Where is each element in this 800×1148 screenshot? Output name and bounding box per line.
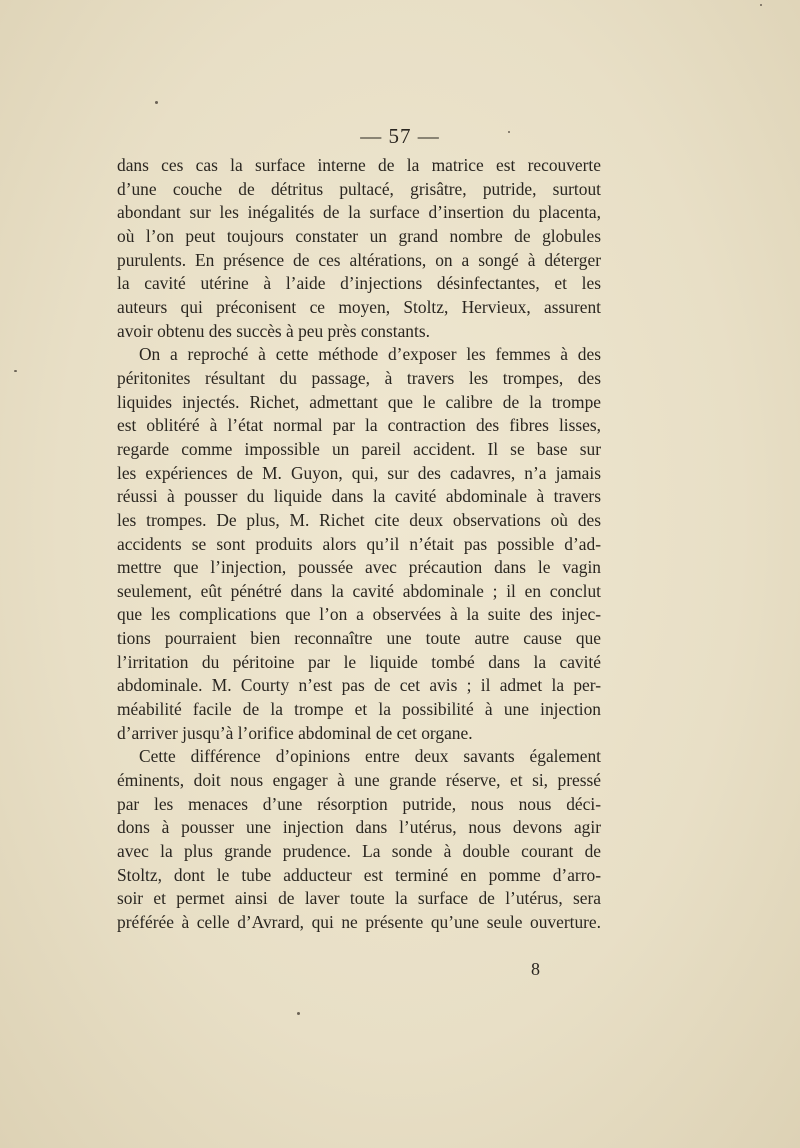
ink-speck bbox=[297, 1012, 300, 1015]
text-line: accidents se sont produits alors qu’il n’était pas possible d’ad- bbox=[117, 533, 601, 554]
text-line: dans ces cas la surface interne de la matrice est recouverte bbox=[117, 155, 601, 175]
text-line: préférée à celle d’Avrard, qui ne présente qu’une seule ouverture. bbox=[117, 912, 601, 932]
ink-speck bbox=[14, 370, 17, 372]
text-line: avec la plus grande prudence. La sonde à double courant de bbox=[117, 841, 601, 862]
text-line: dons à pousser une injection dans l’utérus, nous devons agir bbox=[117, 817, 601, 838]
body-text bbox=[117, 154, 601, 935]
text-line: liquides injectés. Richet, admettant que le calibre de la trompe bbox=[117, 391, 601, 412]
text-line: est oblitéré à l’état normal par la contraction des fibres lisses, bbox=[117, 415, 601, 436]
text-line: d’arriver jusqu’à l’orifice abdominal de cet organe. bbox=[117, 722, 473, 743]
text-line: par les menaces d’une résorption putride, nous nous déci- bbox=[117, 793, 601, 814]
text-line: purulents. En présence de ces altérations, on a songé à déterger bbox=[117, 249, 601, 270]
text-line: abondant sur les inégalités de la surface d’insertion du placenta, bbox=[117, 202, 601, 223]
text-line: On a reproché à cette méthode d’exposer les femmes à des bbox=[139, 344, 601, 365]
text-line: abdominale. M. Courty n’est pas de cet avis ; il admet la per- bbox=[117, 675, 601, 696]
text-line: péritonites résultant du passage, à travers les trompes, des bbox=[117, 367, 601, 388]
text-line: réussi à pousser du liquide dans la cavité abdominale à travers bbox=[117, 486, 601, 507]
text-line: les trompes. De plus, M. Richet cite deux observations où des bbox=[117, 509, 601, 530]
text-line: la cavité utérine à l’aide d’injections désinfectantes, et les bbox=[117, 273, 601, 294]
ink-speck bbox=[760, 4, 762, 6]
text-line: éminents, doit nous engager à une grande réserve, et si, pressé bbox=[117, 770, 601, 791]
text-line: avoir obtenu des succès à peu près constants. bbox=[117, 320, 430, 341]
text-line: Stoltz, dont le tube adducteur est terminé en pomme d’arro- bbox=[117, 864, 601, 885]
text-line: seulement, eût pénétré dans la cavité abdominale ; il en conclut bbox=[117, 580, 601, 601]
text-line: regarde comme impossible un pareil accident. Il se base sur bbox=[117, 438, 601, 459]
text-line: soir et permet ainsi de laver toute la surface de l’utérus, sera bbox=[117, 888, 601, 909]
text-line: auteurs qui préconisent ce moyen, Stoltz, Hervieux, assurent bbox=[117, 296, 601, 317]
text-line: méabilité facile de la trompe et la possibilité à une injection bbox=[117, 699, 601, 720]
text-line: les expériences de M. Guyon, qui, sur des cadavres, n’a jamais bbox=[117, 462, 601, 483]
text-line: où l’on peut toujours constater un grand nombre de globules bbox=[117, 225, 601, 246]
signature-mark: 8 bbox=[531, 959, 540, 979]
text-line: tions pourraient bien reconnaître une toute autre cause que bbox=[117, 628, 601, 649]
text-line: mettre que l’injection, poussée avec précaution dans le vagin bbox=[117, 557, 601, 578]
text-line: Cette différence d’opinions entre deux savants également bbox=[139, 746, 601, 767]
text-line: d’une couche de détritus pultacé, grisâtre, putride, surtout bbox=[117, 178, 601, 199]
text-line: l’irritation du péritoine par le liquide tombé dans la cavité bbox=[117, 651, 601, 672]
page-number: — 57 — bbox=[360, 124, 440, 148]
ink-speck bbox=[155, 101, 158, 104]
text-line: que les complications que l’on a observées à la suite des injec- bbox=[117, 604, 601, 625]
